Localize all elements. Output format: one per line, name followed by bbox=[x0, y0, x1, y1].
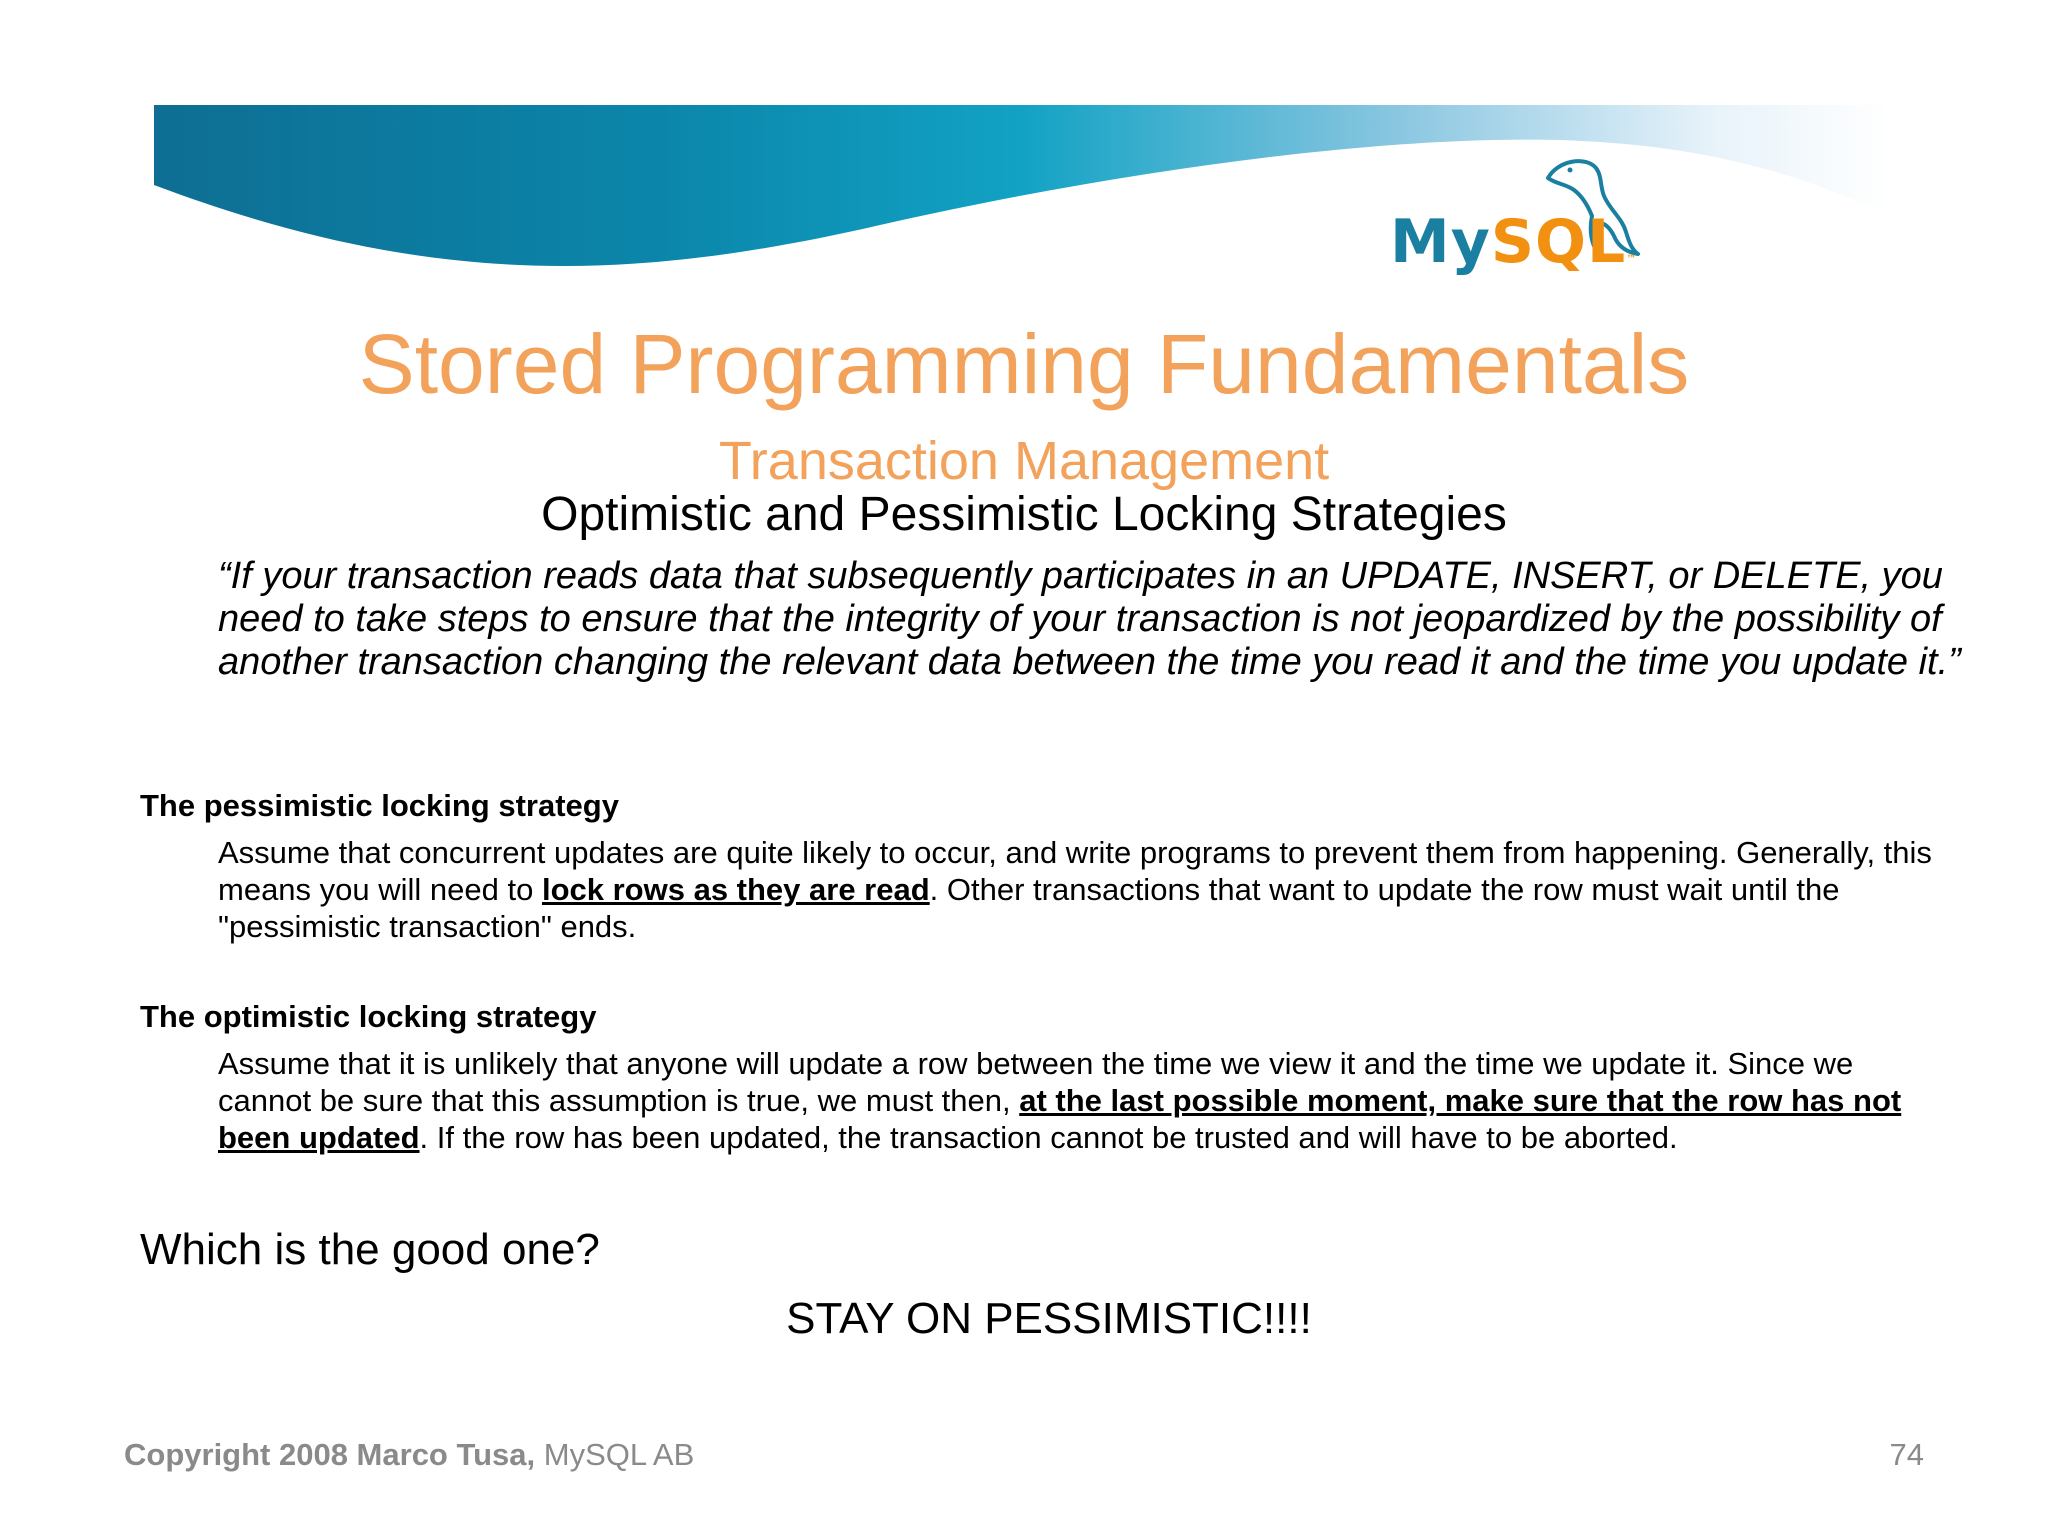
question-text: Which is the good one? bbox=[140, 1225, 600, 1274]
footer-copyright: Copyright 2008 Marco Tusa, MySQL AB bbox=[124, 1437, 695, 1472]
header-wave-banner bbox=[0, 0, 2048, 320]
page-number: 74 bbox=[1889, 1437, 1924, 1472]
mysql-logo bbox=[1390, 150, 1650, 290]
optimistic-section-title: The optimistic locking strategy bbox=[140, 999, 597, 1034]
pessimistic-emphasis: lock rows as they are read bbox=[541, 872, 930, 907]
optimistic-emphasis: at the last possible moment, make sure that the row has not been updated bbox=[218, 1083, 1902, 1155]
slide-title: Stored Programming Fundamentals bbox=[358, 317, 1690, 411]
mysql-wordmark: MySQL™ bbox=[1390, 207, 1638, 277]
slide-subtitle: Transaction Management bbox=[718, 431, 1330, 491]
pessimistic-section-body: Assume that concurrent updates are quite likely to occur, and write programs to prevent them from happening. Generally, this means you will need to lock rows as they are read. Other transactions that want to update the row must wait until the "pessimistic transaction" ends. bbox=[218, 835, 1932, 944]
optimistic-section-body: Assume that it is unlikely that anyone will update a row between the time we view it and the time we update it. Since we cannot be sure that this assumption is true, we must then, at the last possible moment, make sure that the row has not been updated. If the row has been updated, the transaction cannot be trusted and will have to be aborted. bbox=[218, 1046, 1902, 1155]
slide-heading: Optimistic and Pessimistic Locking Strategies bbox=[541, 488, 1507, 541]
answer-text: STAY ON PESSIMISTIC!!!! bbox=[786, 1294, 1312, 1343]
pessimistic-section-title: The pessimistic locking strategy bbox=[140, 788, 619, 823]
quote-text: “If your transaction reads data that subsequently participates in an UPDATE, INSERT, or DELETE, you need to take steps to ensure that the integrity of your transaction is not jeopardized by the possibility of another transaction changing the relevant data between the time you read it and the time you update it.” bbox=[218, 555, 1961, 683]
